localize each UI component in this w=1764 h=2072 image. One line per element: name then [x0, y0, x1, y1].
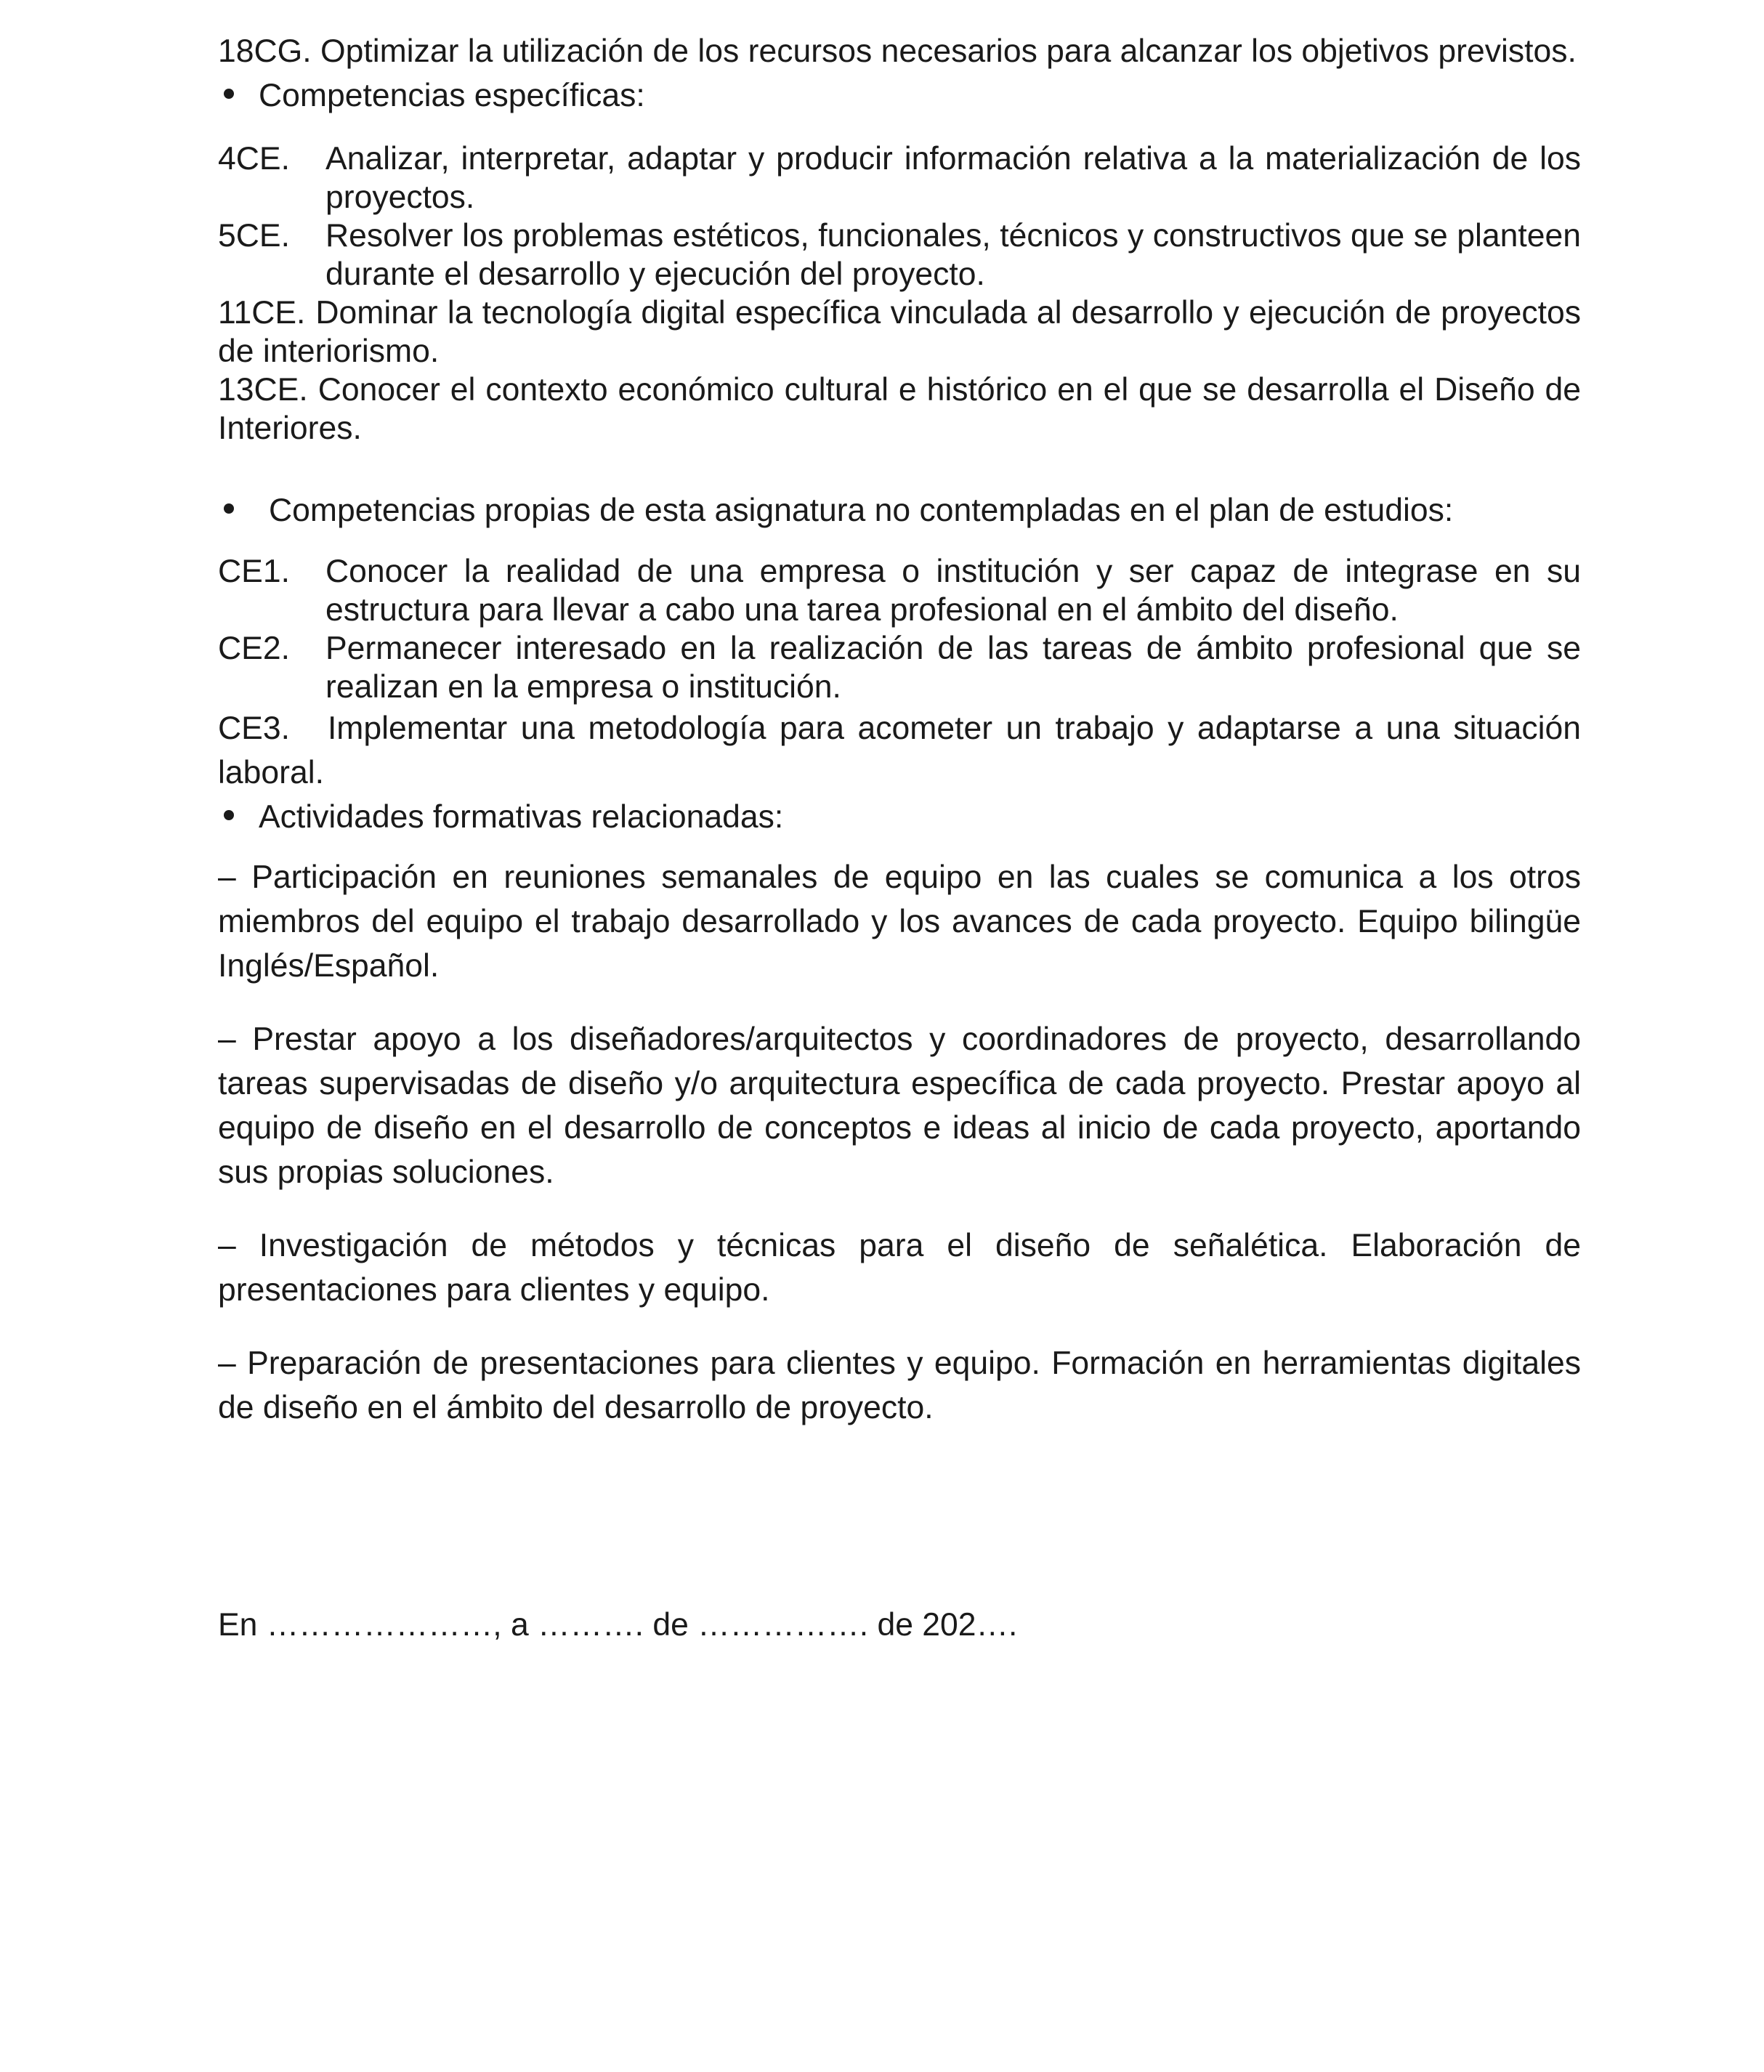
competencia-code: CE3. — [218, 710, 290, 746]
competencia-ce1 — [218, 552, 1581, 629]
competencia-ce2 — [218, 629, 1581, 706]
document-page — [218, 29, 1581, 1430]
competencia-5ce — [218, 216, 1581, 294]
bullet-competencias-especificas — [218, 76, 1581, 115]
competencia-code: 5CE. — [218, 218, 290, 254]
competencia-text: Implementar una metodología para acometer un trabajo y adaptarse a una situación laboral. — [218, 710, 1581, 790]
competencia-code: 4CE. — [218, 141, 290, 177]
bullet-icon — [224, 810, 234, 820]
competencia-code: CE1. — [218, 553, 290, 589]
section-heading: Actividades formativas relacionadas: — [259, 798, 784, 835]
competencia-text: Analizar, interpretar, adaptar y producir información relativa a la materialización de los proyectos. — [325, 141, 1581, 216]
competencia-text: Conocer el contexto económico cultural e histórico en el que se desarrolla el Diseño de Interiores. — [218, 372, 1581, 447]
competencia-11ce — [218, 294, 1581, 371]
competencia-18cg — [218, 29, 1581, 73]
actividad-item: – Investigación de métodos y técnicas para el diseño de señalética. Elaboración de presentaciones para clientes y equipo. — [218, 1228, 1581, 1308]
bullet-competencias-propias — [218, 491, 1581, 530]
competencia-4ce — [218, 139, 1581, 216]
competencia-text: Resolver los problemas estéticos, funcionales, técnicos y constructivos que se planteen durante el desarrollo y ejecución del proyecto. — [325, 218, 1581, 293]
fecha-line: En …………………, a ………. de ……………. de 202…. — [218, 1607, 1018, 1643]
competencia-text: Optimizar la utilización de los recursos necesarios para alcanzar los objetivos previstos. — [320, 33, 1577, 69]
competencia-code: 11CE. — [218, 295, 306, 331]
competencia-text: Conocer la realidad de una empresa o institución y ser capaz de integrase en su estructura para llevar a cabo una tarea profesional en el ámbito del diseño. — [325, 553, 1581, 628]
competencia-text: Permanecer interesado en la realización de las tareas de ámbito profesional que se realizan en la empresa o institución. — [325, 630, 1581, 705]
competencia-ce3 — [218, 706, 1581, 795]
competencias-propias-list — [218, 552, 1581, 795]
section-heading: Competencias propias de esta asignatura no contempladas en el plan de estudios: — [269, 493, 1454, 529]
section-heading: Competencias específicas: — [259, 78, 645, 113]
competencia-13ce — [218, 371, 1581, 448]
actividad-item: – Participación en reuniones semanales de equipo en las cuales se comunica a los otros miembros del equipo el trabajo desarrollado y los avances de cada proyecto. Equipo bilingüe Inglés/Español. — [218, 859, 1581, 984]
competencia-code: 13CE. — [218, 372, 308, 408]
competencia-text: Dominar la tecnología digital específica vinculada al desarrollo y ejecución de proyectos de interiorismo. — [218, 295, 1581, 370]
bullet-icon — [224, 89, 234, 99]
competencias-especificas-list — [218, 139, 1581, 448]
bullet-actividades-formativas — [218, 798, 1581, 836]
actividad-item: – Prestar apoyo a los diseñadores/arquitectos y coordinadores de proyecto, desarrollando tareas supervisadas de diseño y/o arquitectura específica de cada proyecto. Prestar apoyo al equipo de diseño en el desarrollo de conceptos e ideas al inicio de cada proyecto, aportando sus propias soluciones. — [218, 1021, 1581, 1191]
actividad-item: – Preparación de presentaciones para clientes y equipo. Formación en herramientas digitales de diseño en el ámbito del desarrollo de proyecto. — [218, 1345, 1581, 1426]
competencia-code: CE2. — [218, 630, 290, 666]
competencia-code: 18CG. — [218, 33, 312, 69]
bullet-icon — [224, 503, 234, 514]
